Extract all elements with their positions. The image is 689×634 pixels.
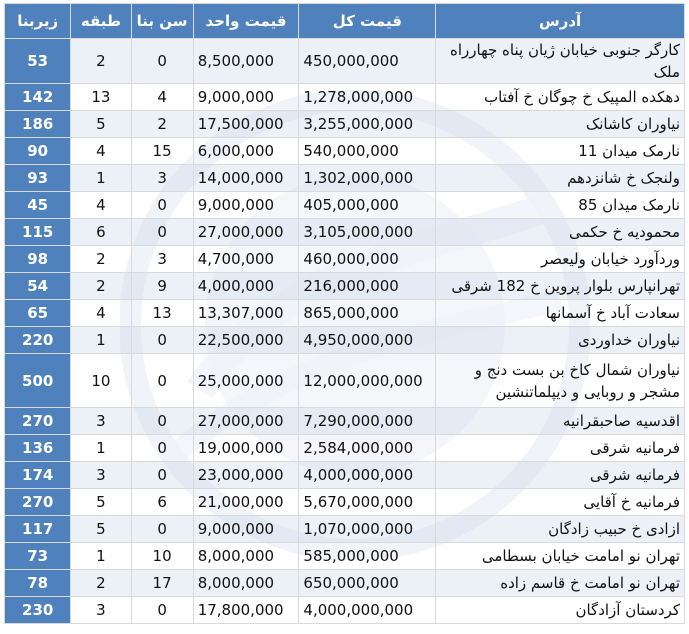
unit-price-cell: 27,000,000: [193, 408, 299, 435]
age-cell: 3: [131, 165, 193, 192]
table-header-row: [5, 4, 685, 39]
area-cell: 136: [5, 435, 71, 462]
table-row: [5, 246, 685, 273]
age-cell: 17: [131, 570, 193, 597]
total-price-cell: 4,000,000,000: [299, 462, 436, 489]
column-header-unit-price: قیمت واحد: [193, 4, 299, 39]
area-cell: 90: [5, 138, 71, 165]
address-cell: اقدسیه صاحبقرانیه: [436, 408, 685, 435]
total-price-cell: 1,070,000,000: [299, 516, 436, 543]
unit-price-cell: 19,000,000: [193, 435, 299, 462]
table-row: [5, 165, 685, 192]
area-cell: 98: [5, 246, 71, 273]
floor-cell: 1: [71, 435, 131, 462]
total-price-cell: 216,000,000: [299, 273, 436, 300]
age-cell: 15: [131, 138, 193, 165]
total-price-cell: 450,000,000: [299, 39, 436, 84]
age-cell: 9: [131, 273, 193, 300]
unit-price-cell: 22,500,000: [193, 327, 299, 354]
area-cell: 117: [5, 516, 71, 543]
area-cell: 115: [5, 219, 71, 246]
floor-cell: 3: [71, 597, 131, 624]
total-price-cell: 4,950,000,000: [299, 327, 436, 354]
unit-price-cell: 23,000,000: [193, 462, 299, 489]
column-header-area: زیربنا: [5, 4, 71, 39]
address-cell: تهران نو امامت خ قاسم زاده: [436, 570, 685, 597]
area-cell: 65: [5, 300, 71, 327]
area-cell: 93: [5, 165, 71, 192]
address-cell: محمودیه خ حکمی: [436, 219, 685, 246]
unit-price-cell: 9,000,000: [193, 516, 299, 543]
area-cell: 500: [5, 354, 71, 408]
table-row: [5, 138, 685, 165]
age-cell: 4: [131, 84, 193, 111]
address-cell: سعادت آباد خ آسمانها: [436, 300, 685, 327]
area-cell: 174: [5, 462, 71, 489]
floor-cell: 2: [71, 570, 131, 597]
floor-cell: 5: [71, 489, 131, 516]
area-cell: 73: [5, 543, 71, 570]
address-cell: فرمانیه خ آقایی: [436, 489, 685, 516]
unit-price-cell: 25,000,000: [193, 354, 299, 408]
table-row: [5, 84, 685, 111]
total-price-cell: 1,302,000,000: [299, 165, 436, 192]
table-row: [5, 192, 685, 219]
table-row: [5, 219, 685, 246]
unit-price-cell: 4,700,000: [193, 246, 299, 273]
table-row: [5, 435, 685, 462]
address-cell: کارگر جنوبی خیابان ژیان پناه چهارراه ملک: [436, 39, 685, 84]
floor-cell: 5: [71, 516, 131, 543]
address-cell: تهرانپارس بلوار پروین خ 182 شرقی: [436, 273, 685, 300]
age-cell: 0: [131, 354, 193, 408]
total-price-cell: 540,000,000: [299, 138, 436, 165]
floor-cell: 1: [71, 543, 131, 570]
area-cell: 54: [5, 273, 71, 300]
address-cell: ازادی خ حبیب زادگان: [436, 516, 685, 543]
floor-cell: 4: [71, 192, 131, 219]
address-cell: دهکده المپیک خ چوگان خ آفتاب: [436, 84, 685, 111]
address-cell: نیاوران شمال کاخ بن بست دنج و مشجر و روبایی و دیپلماتنشین: [436, 354, 685, 408]
table-row: [5, 462, 685, 489]
floor-cell: 3: [71, 408, 131, 435]
age-cell: 0: [131, 39, 193, 84]
address-cell: نارمک میدان 85: [436, 192, 685, 219]
floor-cell: 10: [71, 354, 131, 408]
unit-price-cell: 8,000,000: [193, 570, 299, 597]
address-cell: کردستان آزادگان: [436, 597, 685, 624]
column-header-address: آدرس: [436, 4, 685, 39]
floor-cell: 1: [71, 327, 131, 354]
floor-cell: 4: [71, 138, 131, 165]
column-header-age: سن بنا: [131, 4, 193, 39]
total-price-cell: 3,255,000,000: [299, 111, 436, 138]
address-cell: تهران نو امامت خیابان بسطامی: [436, 543, 685, 570]
floor-cell: 13: [71, 84, 131, 111]
table-row: [5, 597, 685, 624]
total-price-cell: 650,000,000: [299, 570, 436, 597]
age-cell: 0: [131, 408, 193, 435]
area-cell: 230: [5, 597, 71, 624]
unit-price-cell: 17,800,000: [193, 597, 299, 624]
age-cell: 0: [131, 435, 193, 462]
floor-cell: 6: [71, 219, 131, 246]
table-row: [5, 39, 685, 84]
unit-price-cell: 9,000,000: [193, 84, 299, 111]
column-header-floor: طبقه: [71, 4, 131, 39]
age-cell: 13: [131, 300, 193, 327]
table-row: [5, 516, 685, 543]
unit-price-cell: 14,000,000: [193, 165, 299, 192]
area-cell: 270: [5, 408, 71, 435]
table-row: [5, 408, 685, 435]
age-cell: 2: [131, 111, 193, 138]
floor-cell: 1: [71, 165, 131, 192]
table-row: [5, 300, 685, 327]
area-cell: 186: [5, 111, 71, 138]
unit-price-cell: 27,000,000: [193, 219, 299, 246]
unit-price-cell: 6,000,000: [193, 138, 299, 165]
unit-price-cell: 9,000,000: [193, 192, 299, 219]
floor-cell: 2: [71, 273, 131, 300]
age-cell: 0: [131, 462, 193, 489]
total-price-cell: 405,000,000: [299, 192, 436, 219]
table-row: [5, 543, 685, 570]
area-cell: 53: [5, 39, 71, 84]
address-cell: ولنجک خ شانزدهم: [436, 165, 685, 192]
age-cell: 6: [131, 489, 193, 516]
area-cell: 270: [5, 489, 71, 516]
address-cell: نیاوران کاشانک: [436, 111, 685, 138]
total-price-cell: 460,000,000: [299, 246, 436, 273]
total-price-cell: 2,584,000,000: [299, 435, 436, 462]
area-cell: 220: [5, 327, 71, 354]
unit-price-cell: 21,000,000: [193, 489, 299, 516]
age-cell: 0: [131, 192, 193, 219]
area-cell: 78: [5, 570, 71, 597]
address-cell: وردآورد خیابان ولیعصر: [436, 246, 685, 273]
total-price-cell: 585,000,000: [299, 543, 436, 570]
unit-price-cell: 17,500,000: [193, 111, 299, 138]
floor-cell: 4: [71, 300, 131, 327]
unit-price-cell: 13,307,000: [193, 300, 299, 327]
total-price-cell: 3,105,000,000: [299, 219, 436, 246]
address-cell: فرمانیه شرقی: [436, 435, 685, 462]
age-cell: 0: [131, 597, 193, 624]
table-row: [5, 111, 685, 138]
area-cell: 142: [5, 84, 71, 111]
age-cell: 0: [131, 516, 193, 543]
total-price-cell: 7,290,000,000: [299, 408, 436, 435]
area-cell: 45: [5, 192, 71, 219]
address-cell: نیاوران خداوردی: [436, 327, 685, 354]
unit-price-cell: 8,500,000: [193, 39, 299, 84]
table-row: [5, 327, 685, 354]
total-price-cell: 5,670,000,000: [299, 489, 436, 516]
address-cell: نارمک میدان 11: [436, 138, 685, 165]
floor-cell: 3: [71, 462, 131, 489]
unit-price-cell: 8,000,000: [193, 543, 299, 570]
age-cell: 0: [131, 219, 193, 246]
total-price-cell: 4,000,000,000: [299, 597, 436, 624]
property-listing-table: [4, 3, 685, 624]
total-price-cell: 12,000,000,000: [299, 354, 436, 408]
total-price-cell: 1,278,000,000: [299, 84, 436, 111]
floor-cell: 5: [71, 111, 131, 138]
age-cell: 10: [131, 543, 193, 570]
table-row: [5, 354, 685, 408]
address-cell: فرمانیه شرقی: [436, 462, 685, 489]
unit-price-cell: 4,000,000: [193, 273, 299, 300]
age-cell: 0: [131, 327, 193, 354]
column-header-total-price: قیمت کل: [299, 4, 436, 39]
table-row: [5, 489, 685, 516]
floor-cell: 2: [71, 246, 131, 273]
table-row: [5, 570, 685, 597]
floor-cell: 2: [71, 39, 131, 84]
total-price-cell: 865,000,000: [299, 300, 436, 327]
age-cell: 3: [131, 246, 193, 273]
table-row: [5, 273, 685, 300]
